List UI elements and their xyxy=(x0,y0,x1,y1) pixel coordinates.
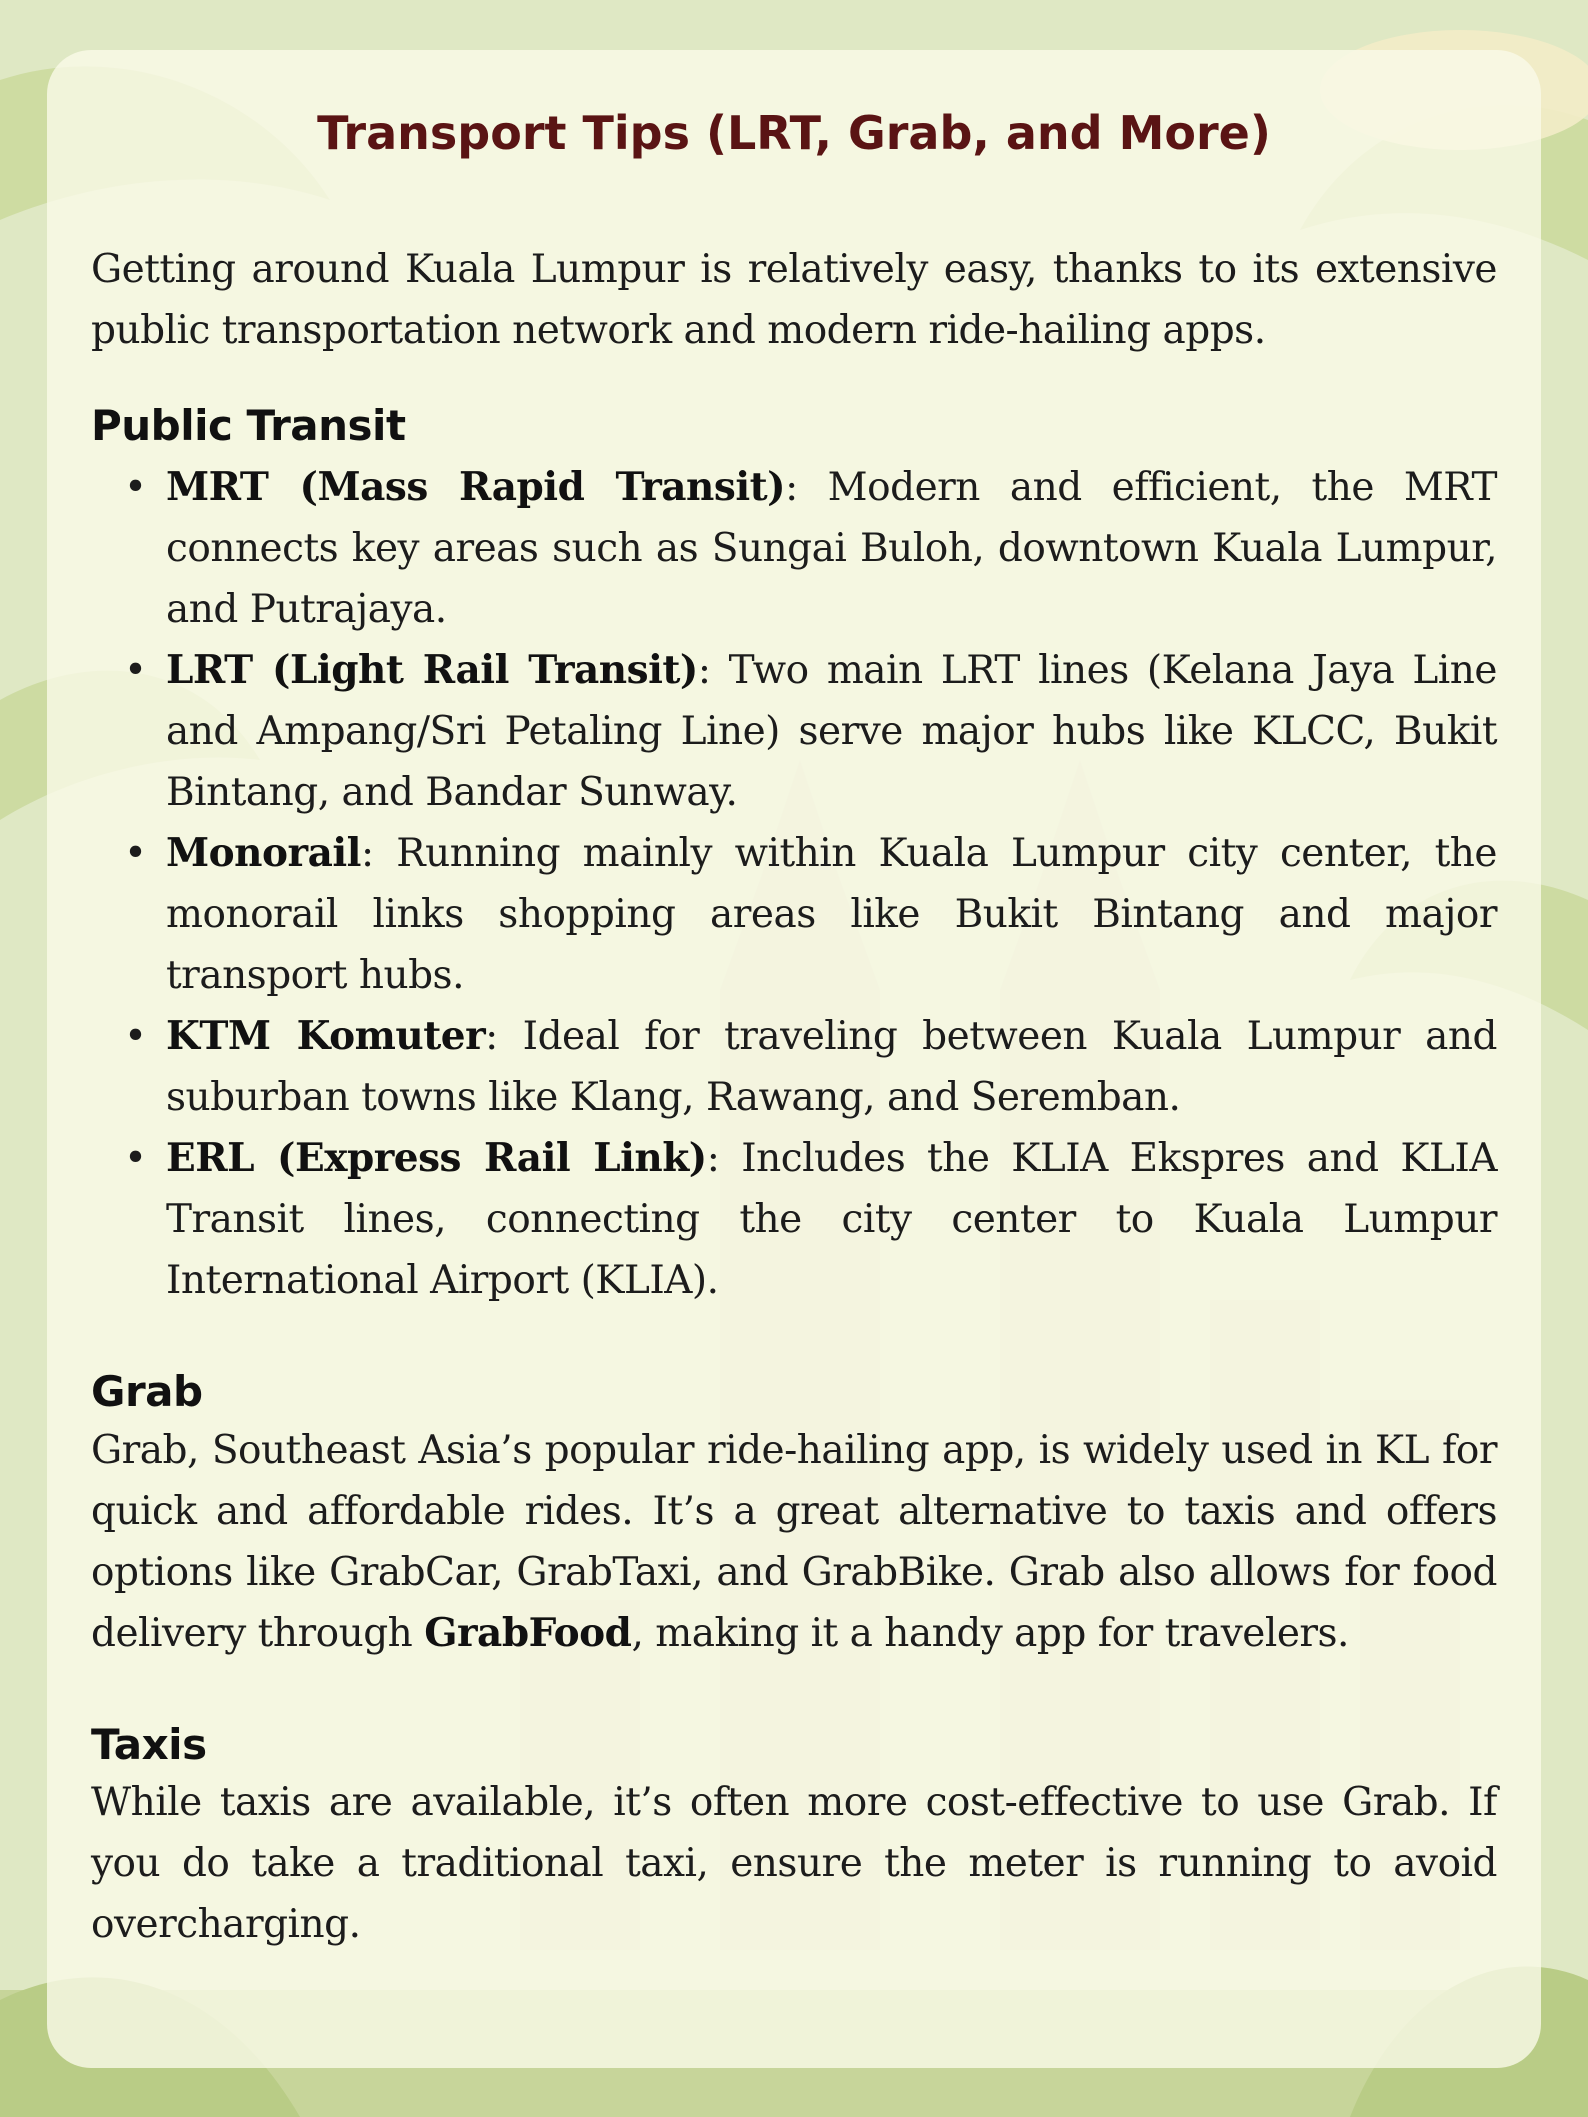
list-item-title: LRT (Light Rail Transit) xyxy=(166,647,698,694)
bullet-icon: • xyxy=(124,648,147,694)
list-item-title: MRT (Mass Rapid Transit) xyxy=(166,464,786,511)
list-item xyxy=(124,640,1497,823)
list-item-text: : Two main LRT lines (Kelana Jaya Line and Ampang/Sri Petaling Line) serve major hubs like KLCC, Bukit Bintang, and Bandar Sunway. xyxy=(166,648,1497,816)
grab-text-before: Grab, Southeast Asia’s popular ride-hailing app, is widely used in KL for quick and affordable rides. It’s a great alternative to taxis and offers options like GrabCar, GrabTaxi, and GrabBike. Grab also allows for food delivery through xyxy=(91,1427,1497,1656)
bullet-icon: • xyxy=(124,1136,147,1182)
list-item xyxy=(124,457,1497,640)
grab-heading: Grab xyxy=(91,1367,203,1417)
page-title: Transport Tips (LRT, Grab, and More) xyxy=(317,106,1271,160)
public-transit-list xyxy=(91,457,1497,1311)
list-item-text: : Running mainly within Kuala Lumpur city center, the monorail links shopping areas like Bukit Bintang and major transport hubs. xyxy=(166,831,1497,999)
grab-text-after: , making it a handy app for travelers. xyxy=(631,1610,1349,1656)
taxis-heading: Taxis xyxy=(91,1719,207,1769)
list-item-title: Monorail xyxy=(166,830,361,877)
content-body xyxy=(91,190,1497,1955)
intro-paragraph: Getting around Kuala Lumpur is relatively easy, thanks to its extensive public transportation network and modern ride-hailing apps. xyxy=(91,247,1497,353)
taxis-paragraph: While taxis are available, it’s often more cost-effective to use Grab. If you do take a traditional taxi, ensure the meter is running to avoid overcharging. xyxy=(91,1780,1497,1948)
public-transit-heading: Public Transit xyxy=(91,401,406,450)
content-card xyxy=(47,50,1541,2068)
list-item-title: KTM Komuter xyxy=(166,1013,486,1060)
list-item-title: ERL (Express Rail Link) xyxy=(166,1135,707,1182)
list-item-text: : Modern and efficient, the MRT connects key areas such as Sungai Buloh, downtown Kuala Lumpur, and Putrajaya. xyxy=(166,465,1497,633)
grabfood-bold: GrabFood xyxy=(424,1609,632,1656)
bullet-icon: • xyxy=(124,465,147,511)
grab-paragraph xyxy=(91,1420,1497,1664)
bullet-icon: • xyxy=(124,831,147,877)
list-item xyxy=(124,823,1497,1006)
bullet-icon: • xyxy=(124,1014,147,1060)
list-item-text: : Includes the KLIA Ekspres and KLIA Transit lines, connecting the city center to Kuala Lumpur International Airport (KLIA). xyxy=(166,1136,1497,1304)
list-item xyxy=(124,1006,1497,1128)
list-item-text: : Ideal for traveling between Kuala Lumpur and suburban towns like Klang, Rawang, and Seremban. xyxy=(166,1014,1497,1121)
list-item xyxy=(124,1128,1497,1311)
